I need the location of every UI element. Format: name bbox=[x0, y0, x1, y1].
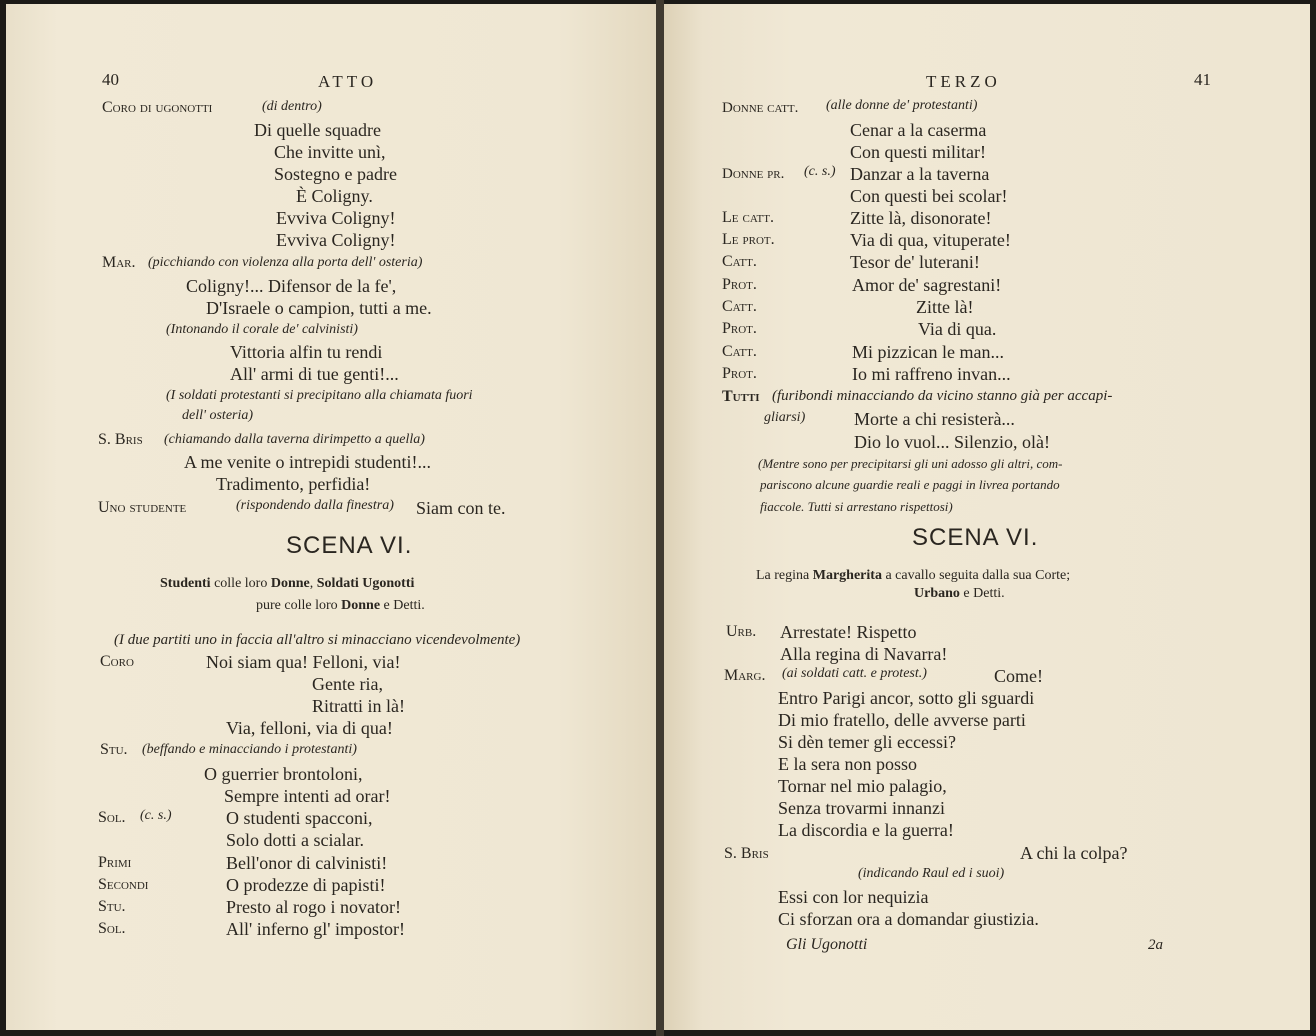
stage-direction: (picchiando con violenza alla porta dell' osteria) bbox=[148, 255, 423, 270]
verse-line: Mi pizzican le man... bbox=[852, 342, 1004, 362]
verse-line: All' inferno gl' impostor! bbox=[226, 919, 405, 939]
speaker-label: Catt. bbox=[722, 253, 757, 270]
verse-line: Sostegno e padre bbox=[274, 164, 397, 184]
verse-line: Evviva Coligny! bbox=[276, 230, 396, 250]
speaker-label: Le prot. bbox=[722, 231, 775, 248]
speaker-label: Donne catt. bbox=[722, 100, 799, 116]
speaker-label: Prot. bbox=[722, 365, 757, 382]
signature-mark: 2a bbox=[1148, 937, 1163, 953]
verse-line: All' armi di tue genti!... bbox=[230, 364, 399, 384]
verse-line: Cenar a la caserma bbox=[850, 120, 987, 140]
cast-name: Donne bbox=[270, 576, 310, 591]
stage-direction: (rispondendo dalla finestra) bbox=[236, 498, 394, 513]
stage-direction: (Intonando il corale de' calvinisti) bbox=[166, 322, 358, 337]
verse-line: Tornar nel mio palagio, bbox=[778, 776, 947, 796]
speaker-label: Sol. bbox=[98, 920, 126, 937]
verse-line: Gente ria, bbox=[312, 674, 383, 694]
stage-direction: (I soldati protestanti si precipitano alla chiamata fuori bbox=[166, 388, 473, 403]
verse-line: D'Israele o campion, tutti a me. bbox=[206, 298, 432, 318]
verse-line: Di quelle squadre bbox=[254, 120, 381, 140]
cast-text: colle loro bbox=[210, 576, 271, 591]
verse-line: Via di qua, vituperate! bbox=[850, 230, 1011, 250]
scene-heading: SCENA VI. bbox=[286, 532, 413, 559]
scene-cast bbox=[756, 566, 1070, 586]
verse-line: Vittoria alfin tu rendi bbox=[230, 342, 383, 362]
stage-direction: (c. s.) bbox=[804, 164, 836, 179]
scene-heading: SCENA VI. bbox=[912, 524, 1039, 551]
cast-text: e Detti. bbox=[959, 586, 1005, 601]
cast-text: a cavallo seguita dalla sua Corte; bbox=[881, 568, 1071, 583]
stage-direction: (furibondi minacciando da vicino stanno già per accapi- bbox=[772, 388, 1113, 404]
stage-direction: fiaccole. Tutti si arrestano rispettosi) bbox=[760, 499, 953, 514]
stage-direction: (c. s.) bbox=[140, 808, 172, 823]
speaker-label: Secondi bbox=[98, 876, 149, 893]
verse-line: Ci sforzan ora a domandar giustizia. bbox=[778, 909, 1039, 929]
speaker-label: Prot. bbox=[722, 276, 757, 293]
verse-line: Senza trovarmi innanzi bbox=[778, 798, 945, 818]
book-gutter bbox=[656, 0, 664, 1036]
running-head: ATTO bbox=[318, 72, 378, 91]
speaker-label: Coro di ugonotti bbox=[102, 99, 213, 116]
verse-line: Solo dotti a scialar. bbox=[226, 830, 364, 850]
stage-direction: (ai soldati catt. e protest.) bbox=[782, 666, 927, 681]
speaker-label: Tutti bbox=[722, 388, 760, 405]
cast-name: Urbano bbox=[914, 586, 960, 601]
verse-line: Zitte là! bbox=[916, 297, 974, 317]
verse-line: O guerrier brontoloni, bbox=[204, 764, 363, 784]
verse-line: O prodezze di papisti! bbox=[226, 875, 386, 895]
cast-name: Margherita bbox=[812, 568, 882, 583]
speaker-label: Uno studente bbox=[98, 499, 187, 516]
speaker-label: S. Bris bbox=[98, 431, 143, 448]
verse-line: Ritratti in là! bbox=[312, 696, 405, 716]
stage-direction: (beffando e minacciando i protestanti) bbox=[142, 742, 357, 757]
verse-line: Tradimento, perfidia! bbox=[216, 474, 371, 494]
cast-text: La regina bbox=[756, 568, 813, 583]
verse-line: Siam con te. bbox=[416, 498, 506, 518]
cast-text: pure colle loro bbox=[256, 598, 342, 613]
verse-line: Via, felloni, via di qua! bbox=[226, 718, 393, 738]
stage-direction: dell' osteria) bbox=[182, 408, 254, 423]
verse-line: Entro Parigi ancor, sotto gli sguardi bbox=[778, 688, 1035, 708]
verse-line: Evviva Coligny! bbox=[276, 208, 396, 228]
verse-line: Si dèn temer gli eccessi? bbox=[778, 732, 956, 752]
speaker-label: Mar. bbox=[102, 254, 136, 271]
speaker-label: S. Bris bbox=[724, 845, 769, 862]
verse-line: Zitte là, disonorate! bbox=[850, 208, 992, 228]
verse-line: Con questi bei scolar! bbox=[850, 186, 1008, 206]
speaker-label: Marg. bbox=[724, 667, 766, 684]
verse-line: Bell'onor di calvinisti! bbox=[226, 853, 388, 873]
speaker-label: Catt. bbox=[722, 343, 757, 360]
cast-text: , bbox=[309, 576, 317, 591]
verse-line: Che invitte unì, bbox=[274, 142, 386, 162]
verse-line: Alla regina di Navarra! bbox=[780, 644, 948, 664]
verse-line: Di mio fratello, delle avverse parti bbox=[778, 710, 1026, 730]
verse-line: Dio lo vuol... Silenzio, olà! bbox=[854, 432, 1050, 452]
verse-line: Morte a chi resisterà... bbox=[854, 409, 1015, 429]
verse-line: O studenti spacconi, bbox=[226, 808, 373, 828]
verse-line: Arrestate! Rispetto bbox=[780, 622, 917, 642]
verse-line: Coligny!... Difensor de la fe', bbox=[186, 276, 397, 296]
speaker-label: Prot. bbox=[722, 320, 757, 337]
verse-line: Con questi militar! bbox=[850, 142, 986, 162]
verse-line: La discordia e la guerra! bbox=[778, 820, 954, 840]
verse-line: Io mi raffreno invan... bbox=[852, 364, 1011, 384]
stage-direction: pariscono alcune guardie reali e paggi in livrea portando bbox=[760, 477, 1060, 492]
speaker-label: Catt. bbox=[722, 298, 757, 315]
verse-line: Essi con lor nequizia bbox=[778, 887, 929, 907]
cast-name: Soldati Ugonotti bbox=[316, 576, 415, 591]
verse-line: Sempre intenti ad orar! bbox=[224, 786, 391, 806]
stage-direction: (chiamando dalla taverna dirimpetto a quella) bbox=[164, 432, 425, 447]
scene-cast bbox=[256, 596, 425, 616]
running-head: TERZO bbox=[926, 72, 1001, 91]
speaker-label: Coro bbox=[100, 653, 134, 670]
scene-cast bbox=[914, 584, 1005, 604]
verse-line: Danzar a la taverna bbox=[850, 164, 990, 184]
speaker-label: Primi bbox=[98, 854, 132, 871]
verse-line: Amor de' sagrestani! bbox=[852, 275, 1002, 295]
verse-line: A me venite o intrepidi studenti!... bbox=[184, 452, 431, 472]
left-page bbox=[6, 4, 656, 1030]
stage-direction: (alle donne de' protestanti) bbox=[826, 98, 978, 113]
speaker-label: Le catt. bbox=[722, 209, 774, 226]
verse-line: Come! bbox=[994, 666, 1043, 686]
speaker-label: Stu. bbox=[100, 741, 128, 758]
verse-line: Tesor de' luterani! bbox=[850, 252, 980, 272]
cast-name: Studenti bbox=[160, 576, 211, 591]
page-number: 40 bbox=[102, 70, 119, 89]
verse-line: Presto al rogo i novator! bbox=[226, 897, 401, 917]
speaker-label: Donne pr. bbox=[722, 166, 785, 182]
verse-line: Via di qua. bbox=[918, 319, 997, 339]
stage-direction: (di dentro) bbox=[262, 99, 322, 114]
cast-name: Donne bbox=[341, 598, 381, 613]
scene-cast bbox=[160, 574, 414, 594]
verse-line: Noi siam qua! Felloni, via! bbox=[206, 652, 401, 672]
verse-line: È Coligny. bbox=[296, 186, 373, 206]
book-signature: Gli Ugonotti bbox=[786, 936, 868, 953]
cast-text: e Detti. bbox=[380, 598, 425, 613]
verse-line: A chi la colpa? bbox=[1020, 843, 1128, 863]
speaker-label: Sol. bbox=[98, 809, 126, 826]
verse-line: E la sera non posso bbox=[778, 754, 917, 774]
stage-direction: (indicando Raul ed i suoi) bbox=[858, 866, 1005, 881]
right-page bbox=[664, 4, 1310, 1030]
speaker-label: Stu. bbox=[98, 898, 126, 915]
stage-direction: (I due partiti uno in faccia all'altro si minacciano vicendevolmente) bbox=[114, 632, 521, 648]
page-number: 41 bbox=[1194, 70, 1211, 89]
speaker-label: Urb. bbox=[726, 623, 757, 640]
stage-direction: gliarsi) bbox=[764, 410, 806, 425]
stage-direction: (Mentre sono per precipitarsi gli uni adosso gli altri, com- bbox=[758, 456, 1063, 471]
